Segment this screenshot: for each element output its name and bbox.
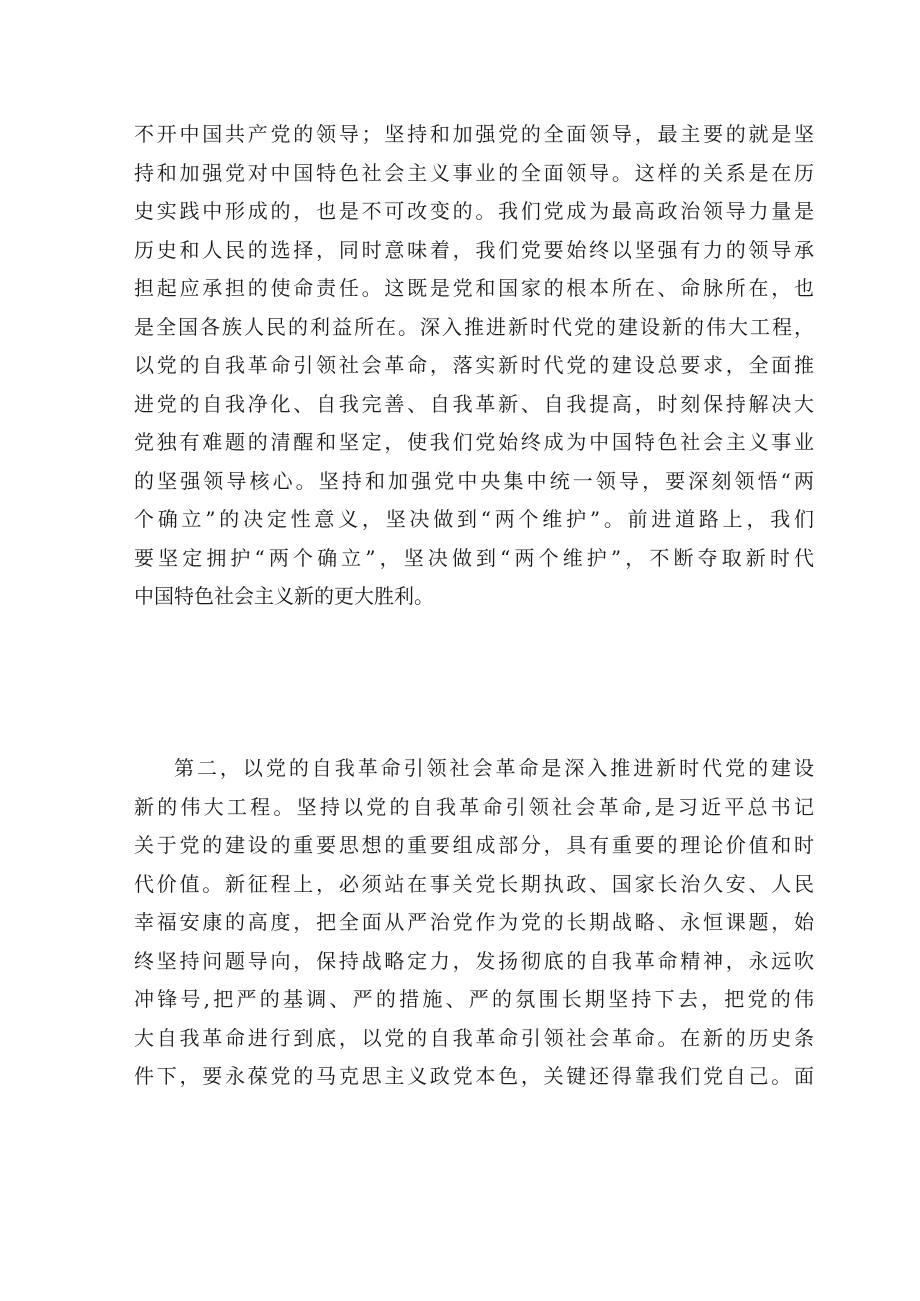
paragraph-2 [134, 749, 814, 1096]
text-line: 历史和人民的选择，同时意味着，我们党要始终以坚强有力的领导承 [134, 237, 814, 262]
text-line: 代价值。新征程上，必须站在事关党长期执政、国家长治久安、人民 [134, 871, 814, 896]
text-line: 终坚持问题导向，保持战略定力，发扬彻底的自我革命精神，永远吹 [134, 948, 814, 973]
text-line: 第二，以党的自我革命引领社会革命是深入推进新时代党的建设 [174, 756, 814, 780]
text-line: 是全国各族人民的利益所在。深入推进新时代党的建设新的伟大工程， [134, 314, 814, 339]
text-line: 关于党的建设的重要思想的重要组成部分，具有重要的理论价值和时 [134, 833, 814, 857]
text-line: 冲锋号,把严的基调、严的措施、严的氛围长期坚持下去，把党的伟 [134, 987, 814, 1011]
text-line: 以党的自我革命引领社会革命，落实新时代党的建设总要求，全面推 [134, 353, 814, 377]
text-line: 进党的自我净化、自我完善、自我革新、自我提高，时刻保持解决大 [134, 391, 814, 416]
text-line: 要坚定拥护“两个确立”，坚决做到“两个维护”，不断夺取新时代 [134, 545, 814, 570]
text-line: 史实践中形成的，也是不可改变的。我们党成为最高政治领导力量是 [134, 199, 814, 223]
text-line: 个确立”的决定性意义，坚决做到“两个维护”。前进道路上，我们 [134, 507, 814, 531]
text-line: 幸福安康的高度，把全面从严治党作为党的长期战略、永恒课题，始 [134, 910, 814, 934]
text-line: 持和加强党对中国特色社会主义事业的全面领导。这样的关系是在历 [134, 160, 814, 185]
text-line: 件下，要永葆党的马克思主义政党本色，关键还得靠我们党自己。面 [134, 1064, 814, 1088]
text-line: 担起应承担的使命责任。这既是党和国家的根本所在、命脉所在，也 [134, 276, 814, 300]
text-line: 大自我革命进行到底，以党的自我革命引领社会革命。在新的历史条 [134, 1025, 814, 1050]
text-line: 的坚强领导核心。坚持和加强党中央集中统一领导，要深刻领悟“两 [134, 468, 814, 493]
text-line: 中国特色社会主义新的更大胜利。 [134, 584, 434, 608]
text-line: 新的伟大工程。坚持以党的自我革命引领社会革命,是习近平总书记 [134, 794, 814, 819]
paragraph-1 [134, 115, 814, 616]
text-line: 不开中国共产党的领导；坚持和加强党的全面领导，最主要的就是坚 [134, 122, 814, 146]
text-line: 党独有难题的清醒和坚定，使我们党始终成为中国特色社会主义事业 [134, 430, 814, 454]
